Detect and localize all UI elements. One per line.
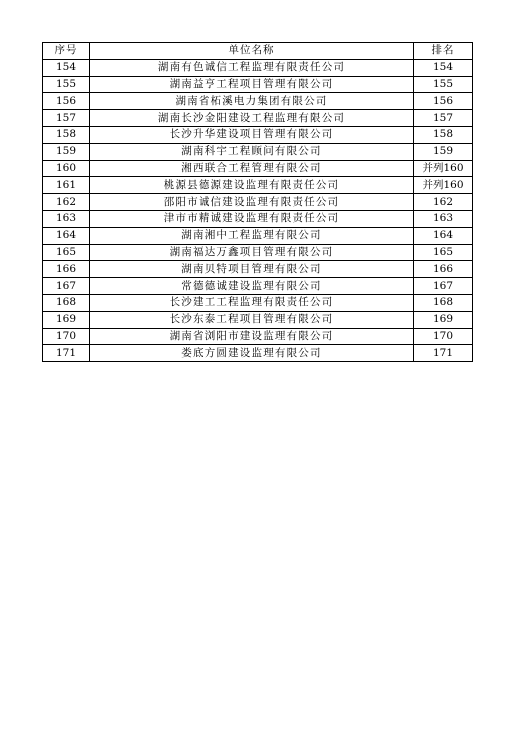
header-company-name: 单位名称: [90, 43, 414, 60]
cell-seq: 167: [43, 278, 90, 295]
cell-rank: 164: [414, 227, 473, 244]
cell-seq: 155: [43, 76, 90, 93]
table-row: [43, 345, 473, 362]
table-body: [43, 59, 473, 361]
cell-seq: 160: [43, 160, 90, 177]
cell-company-name: 湖南有色诚信工程监理有限责任公司: [90, 59, 414, 76]
cell-rank: 158: [414, 126, 473, 143]
cell-company-name: 长沙建工工程监理有限责任公司: [90, 294, 414, 311]
cell-seq: 166: [43, 261, 90, 278]
cell-seq: 156: [43, 93, 90, 110]
cell-seq: 162: [43, 194, 90, 211]
table-row: [43, 227, 473, 244]
cell-company-name: 桃源县德源建设监理有限责任公司: [90, 177, 414, 194]
cell-rank: 155: [414, 76, 473, 93]
table-row: [43, 126, 473, 143]
header-rank: 排名: [414, 43, 473, 60]
cell-seq: 163: [43, 210, 90, 227]
table-row: [43, 244, 473, 261]
cell-rank: 166: [414, 261, 473, 278]
cell-rank: 并列160: [414, 160, 473, 177]
table-row: [43, 278, 473, 295]
cell-rank: 168: [414, 294, 473, 311]
cell-company-name: 湖南省柘溪电力集团有限公司: [90, 93, 414, 110]
cell-company-name: 常德德诚建设监理有限公司: [90, 278, 414, 295]
table-row: [43, 160, 473, 177]
cell-company-name: 娄底方圆建设监理有限公司: [90, 345, 414, 362]
cell-seq: 171: [43, 345, 90, 362]
cell-rank: 162: [414, 194, 473, 211]
table-row: [43, 311, 473, 328]
table-row: [43, 143, 473, 160]
ranking-table: [42, 42, 473, 362]
table-row: [43, 261, 473, 278]
cell-rank: 163: [414, 210, 473, 227]
cell-rank: 159: [414, 143, 473, 160]
cell-seq: 168: [43, 294, 90, 311]
table-row: [43, 93, 473, 110]
cell-seq: 157: [43, 110, 90, 127]
table-row: [43, 177, 473, 194]
table-row: [43, 59, 473, 76]
cell-seq: 159: [43, 143, 90, 160]
cell-company-name: 湖南长沙金阳建设工程监理有限公司: [90, 110, 414, 127]
cell-rank: 并列160: [414, 177, 473, 194]
table-row: [43, 210, 473, 227]
cell-company-name: 津市市精诚建设监理有限责任公司: [90, 210, 414, 227]
cell-rank: 171: [414, 345, 473, 362]
cell-rank: 156: [414, 93, 473, 110]
cell-seq: 169: [43, 311, 90, 328]
table-row: [43, 76, 473, 93]
cell-company-name: 长沙升华建设项目管理有限公司: [90, 126, 414, 143]
cell-company-name: 湖南科宇工程顾问有限公司: [90, 143, 414, 160]
cell-rank: 165: [414, 244, 473, 261]
cell-rank: 167: [414, 278, 473, 295]
cell-seq: 164: [43, 227, 90, 244]
cell-rank: 157: [414, 110, 473, 127]
table-row: [43, 328, 473, 345]
cell-company-name: 湖南贝特项目管理有限公司: [90, 261, 414, 278]
table-row: [43, 294, 473, 311]
table-row: [43, 110, 473, 127]
cell-seq: 154: [43, 59, 90, 76]
cell-seq: 161: [43, 177, 90, 194]
cell-rank: 170: [414, 328, 473, 345]
header-row: [43, 43, 473, 60]
cell-seq: 165: [43, 244, 90, 261]
cell-seq: 170: [43, 328, 90, 345]
cell-company-name: 湘西联合工程管理有限公司: [90, 160, 414, 177]
cell-company-name: 湖南省浏阳市建设监理有限公司: [90, 328, 414, 345]
header-seq: 序号: [43, 43, 90, 60]
cell-company-name: 湖南益亨工程项目管理有限公司: [90, 76, 414, 93]
cell-seq: 158: [43, 126, 90, 143]
table-header: [43, 43, 473, 60]
cell-company-name: 长沙东泰工程项目管理有限公司: [90, 311, 414, 328]
cell-company-name: 湖南湘中工程监理有限公司: [90, 227, 414, 244]
cell-company-name: 邵阳市诚信建设监理有限责任公司: [90, 194, 414, 211]
table-row: [43, 194, 473, 211]
cell-rank: 169: [414, 311, 473, 328]
cell-company-name: 湖南福达万鑫项目管理有限公司: [90, 244, 414, 261]
cell-rank: 154: [414, 59, 473, 76]
